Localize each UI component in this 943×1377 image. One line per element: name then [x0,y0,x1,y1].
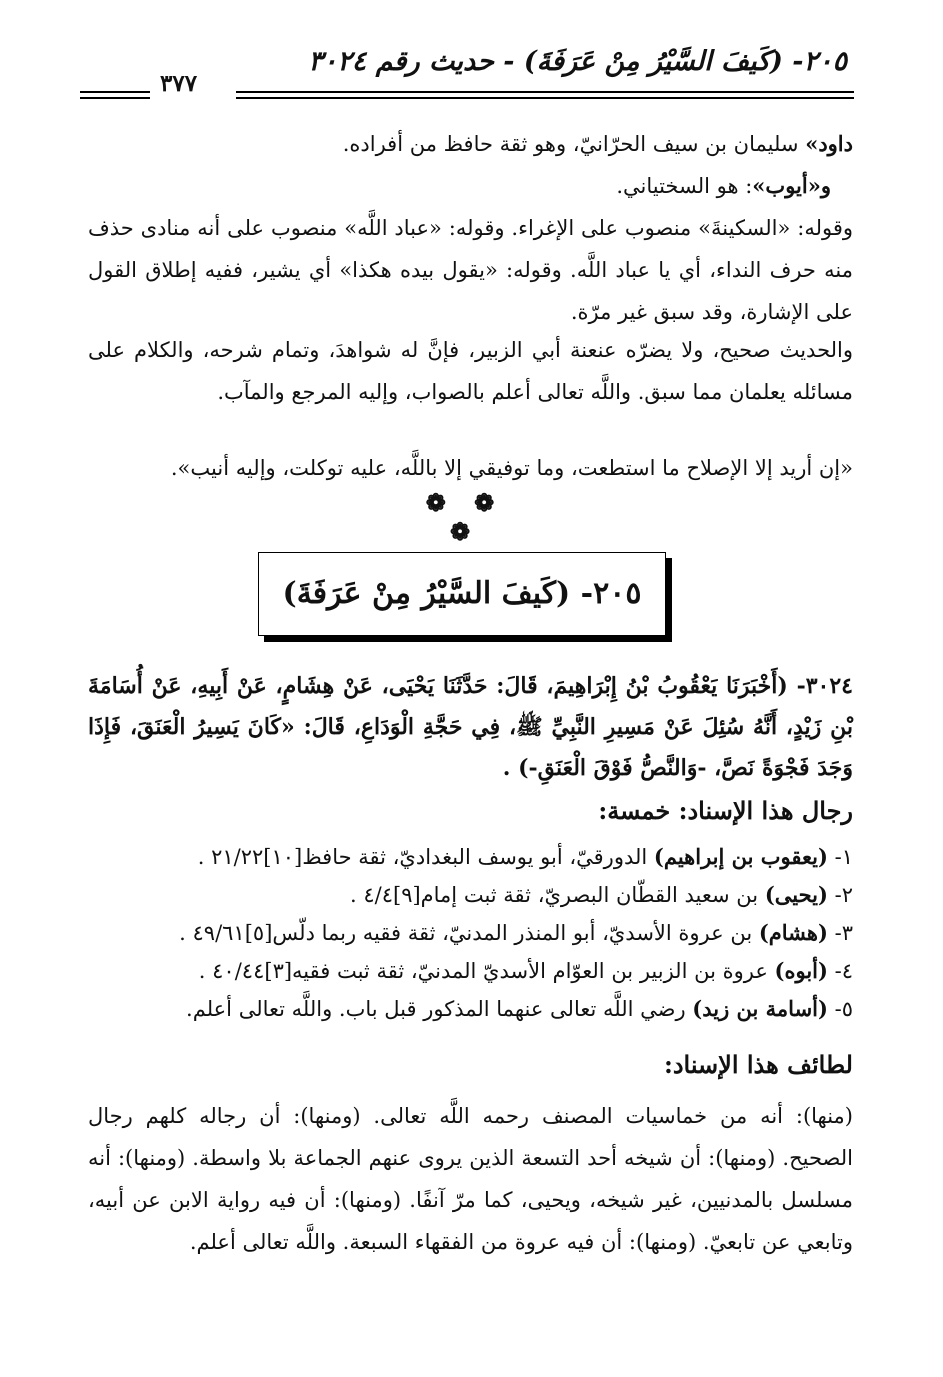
narrator-entry [88,952,853,990]
narrator-entry [88,914,853,952]
header-rule-thin [236,97,854,99]
page-number: ٣٧٧ [160,70,198,97]
narrator-number: ٤- [827,959,853,983]
narrator-description: بن سعيد القطّان البصريّ، ثقة ثبت إمام[٩]٤/٤ . [349,883,765,907]
narrator-description: بن عروة الأسديّ، أبو المنذر المدنيّ، ثقة فقيه ربما دلّس[٥]٤٩/٦١ . [179,921,759,945]
paragraph-text: سليمان بن سيف الحرّانيّ، وهو ثقة حافظ من أفراده. [342,132,806,156]
paragraph [88,165,853,207]
narrator-list [88,838,853,1028]
chapter-title: ٢٠٥- (كَيفَ السَّيْرُ مِنْ عَرَفَةَ) [282,576,642,611]
page-number-rule-thin [80,97,150,99]
narrator-number: ١- [827,845,853,869]
narrator-name: (أبوه) [774,958,828,983]
paragraph [88,329,853,413]
narrator-number: ٥- [827,997,853,1021]
paragraph [88,207,853,333]
narrator-number: ٢- [827,883,853,907]
section-separator: ❁ ❁ ❁ [425,488,505,546]
bold-term: و«أيوب» [752,173,831,198]
narrator-description: رضي اللَّه تعالى عنهما المذكور قبل باب. واللَّه تعالى أعلم. [186,997,693,1021]
narrator-name: (يعقوب بن إبراهيم) [653,844,828,869]
narrator-number: ٣- [827,921,853,945]
header-rule-thick [236,91,854,93]
hadith-text: ٣٠٢٤- (أَخْبَرَنَا يَعْقُوبُ بْنُ إِبْرَاهِيمَ، قَالَ: حَدَّثَنَا يَحْيَى، عَنْ هِشَامٍ، عَنْ أَبِيهِ، عَنْ أُسَامَةَ بْنِ زَيْدٍ، أَنَّهُ سُئِلَ عَنْ مَسِيرِ النَّبِيِّ ﷺ، فِي حَجَّةِ الْوَدَاعِ، قَالَ: «كَانَ يَسِيرُ الْعَنَقَ، فَإِذَا وَجَدَ فَجْوَةً نَصَّ، -وَالنَّصُّ فَوْقَ الْعَنَقِ-) . [88,673,853,781]
paragraph-text: «إن أريد إلا الإصلاح ما استطعت، وما توفيقي إلا باللَّه، عليه توكلت، وإليه أنيب». [170,456,853,480]
paragraph-text: : هو السختياني. [616,174,753,198]
narrator-description: الدورقيّ، أبو يوسف البغداديّ، ثقة حافظ[١٠]٢١/٢٢ . [197,845,654,869]
bold-term: داود» [805,131,853,156]
narrator-name: (هشام) [758,920,828,945]
narrator-entry [88,838,853,876]
running-header-title: ٢٠٥- (كَيفَ السَّيْرُ مِنْ عَرَفَةَ) - حديث رقم ٣٠٢٤ [308,46,847,77]
closing-quote [88,447,853,489]
chapter-heading-box [258,552,666,636]
narrator-description: عروة بن الزبير بن العوّام الأسديّ المدنيّ، ثقة ثبت فقيه[٣]٤٠/٤٤ . [198,959,775,983]
subtleties-paragraph: (منها): أنه من خماسيات المصنف رحمه اللَّه تعالى. (ومنها): أن رجاله كلهم رجال الصحيح. (ومنها): أن شيخه أحد التسعة الذين يروى عنهم الجماعة بلا واسطة. (ومنها): أنه مسلسل بالمدنيين، غير شيخه، ويحيى، كما مرّ آنفًا. (ومنها): أن فيه رواية الابن عن أبيه، وتابعي عن تابعيّ. (ومنها): أن فيه عروة من الفقهاء السبعة. واللَّه تعالى أعلم. [88,1104,853,1254]
subtleties-heading: لطائف هذا الإسناد: [663,1050,853,1079]
narrator-entry [88,990,853,1028]
narrator-name: (أسامة بن زيد) [692,996,828,1021]
paragraph [88,123,853,165]
narrators-heading: رجال هذا الإسناد: خمسة: [598,796,853,825]
narrator-name: (يحيى) [764,882,828,907]
paragraph-text: والحديث صحيح، ولا يضرّه عنعنة أبي الزبير، فإنَّ له شواهدَ، وتمام شرحه، والكلام على مسائله يعلمان مما سبق. واللَّه تعالى أعلم بالصواب، وإليه المرجع والمآب. [88,338,853,404]
narrator-entry [88,876,853,914]
page-number-rule-thick [80,91,150,93]
paragraph-text: وقوله: «السكينةَ» منصوب على الإغراء. وقوله: «عباد اللَّه» منصوب على أنه منادى حذف منه حرف النداء، أي يا عباد اللَّه. وقوله: «يقول بيده هكذا» أي يشير، ففيه إطلاق القول على الإشارة، وقد سبق غير مرّة. [88,216,853,324]
